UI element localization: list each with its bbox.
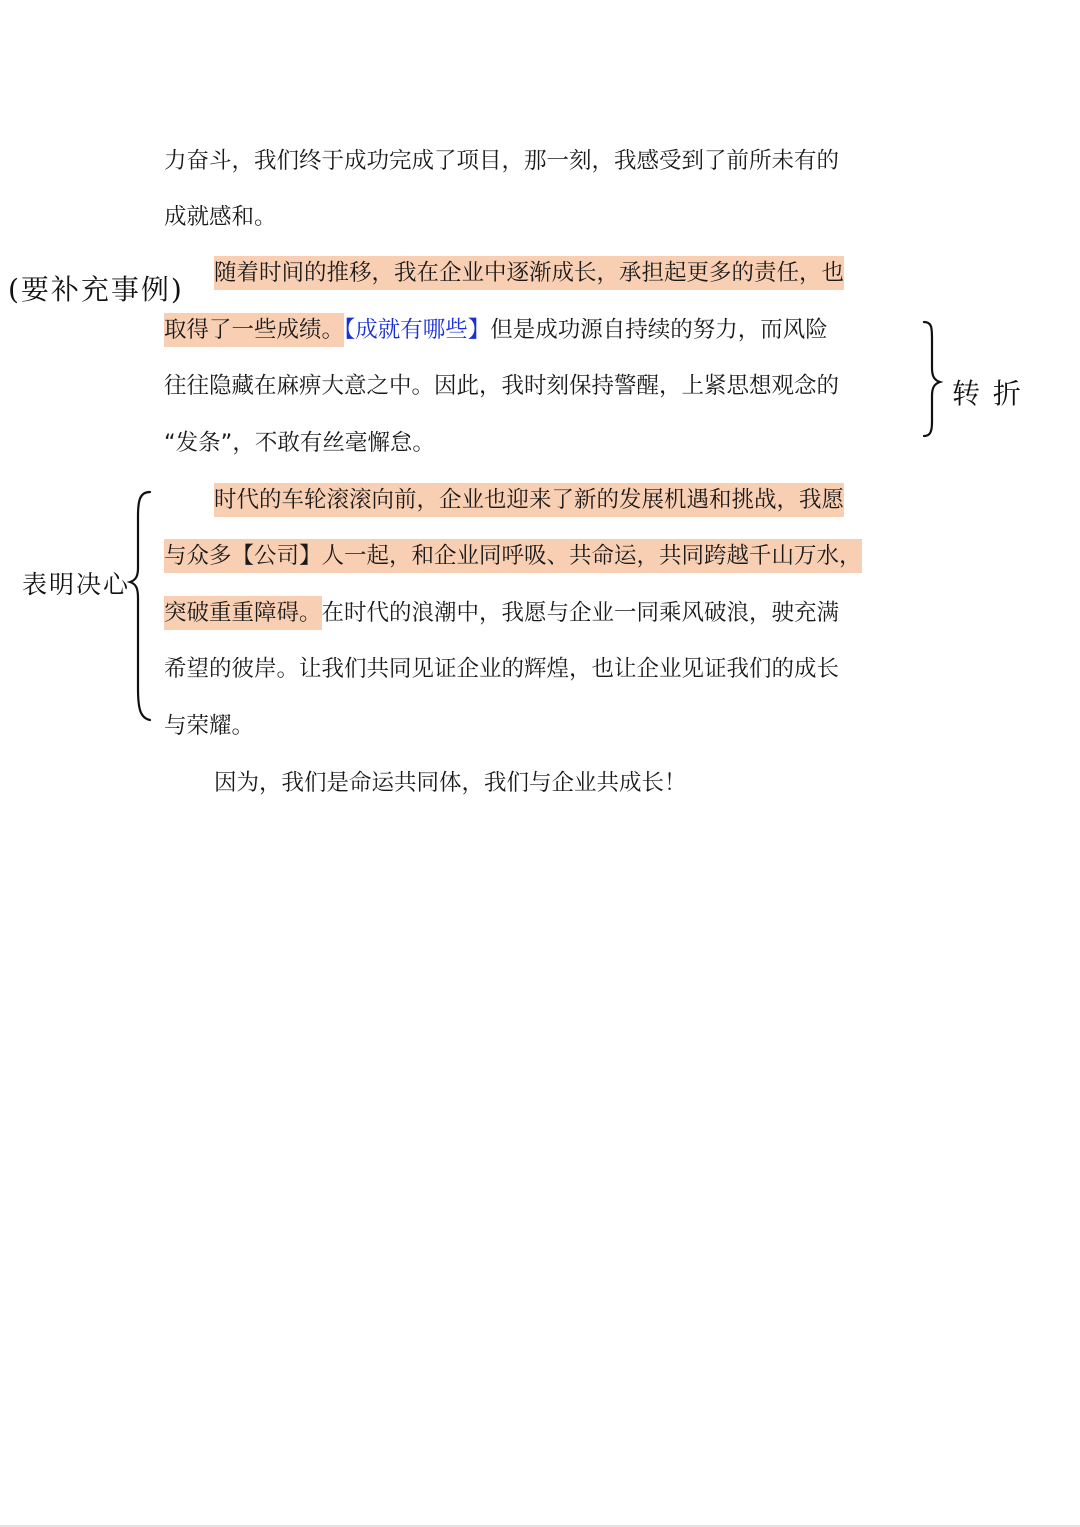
- p3-line-3: [164, 598, 924, 628]
- p3-line-1: [214, 485, 924, 515]
- p3-line-5: 与荣耀。: [164, 713, 255, 739]
- annotation-turning-point: 转 折: [952, 377, 1023, 410]
- p2-line-3: 往往隐藏在麻痹大意之中。因此，我时刻保持警醒，上紧思想观念的: [164, 373, 840, 399]
- annotation-add-examples: (要补充事例): [8, 273, 184, 306]
- p3-highlight-1: 时代的车轮滚滚向前，企业也迎来了新的发展机遇和挑战，我愿: [214, 483, 844, 517]
- p3-highlight-2: 与众多【公司】人一起，和企业同呼吸、共命运，共同跨越千山万水，: [164, 539, 862, 573]
- p2-highlight-1: 随着时间的推移，我在企业中逐渐成长，承担起更多的责任，也: [214, 256, 844, 290]
- left-brace-icon: [126, 488, 152, 724]
- p1-line-2: 成就感和。: [164, 204, 277, 230]
- p1-line-1: 力奋斗，我们终于成功完成了项目，那一刻，我感受到了前所未有的: [164, 148, 840, 174]
- p2-line-2-rest: 但是成功源自持续的努力，而风险: [490, 317, 828, 343]
- annotation-show-determination: 表明决心: [22, 570, 131, 599]
- p2-line-4: “发条”，不敢有丝毫懈怠。: [164, 430, 435, 456]
- p2-line-1: [214, 258, 924, 288]
- p2-line-2: [164, 315, 924, 345]
- p3-line-2: [164, 541, 924, 571]
- p4-line-1: 因为，我们是命运共同体，我们与企业共成长！: [214, 770, 687, 796]
- p3-line-3-rest: 在时代的浪潮中，我愿与企业一同乘风破浪，驶充满: [321, 600, 840, 626]
- right-brace-icon: [922, 318, 944, 440]
- p3-line-4: 希望的彼岸。让我们共同见证企业的辉煌，也让企业见证我们的成长: [164, 656, 840, 682]
- achievement-note: 【成就有哪些】: [344, 317, 491, 343]
- p2-highlight-2: 取得了一些成绩。: [164, 313, 344, 347]
- p3-highlight-3: 突破重重障碍。: [164, 596, 322, 630]
